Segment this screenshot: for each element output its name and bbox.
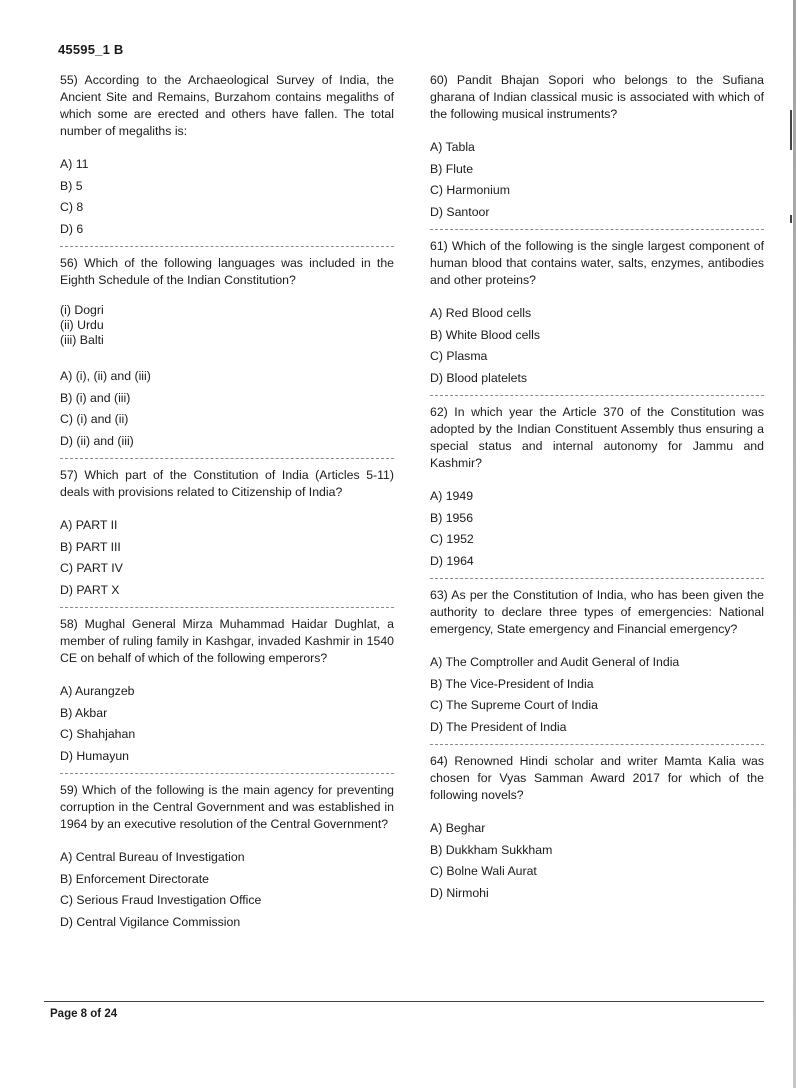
statement-item: (iii) Balti [60, 333, 104, 347]
answer-option: D) Santoor [430, 204, 490, 219]
answer-option: A) PART II [60, 518, 118, 532]
question-q63 [430, 587, 764, 738]
question-divider [60, 607, 394, 608]
question-text: 55) According to the Archaeological Survey of India, the Ancient Site and Remains, Burzahom contains megaliths of which some are erected and others have fallen. The total number of megaliths is: [60, 73, 394, 138]
question-text: 63) As per the Constitution of India, who has been given the authority to declare three types of emergencies: National emergency, State emergency and Financial emergency? [430, 588, 764, 636]
answer-option: B) White Blood cells [430, 327, 541, 342]
scan-mark [790, 110, 792, 150]
answer-option: C) (i) and (ii) [60, 412, 129, 426]
answer-option: C) 8 [60, 200, 84, 214]
answer-option: A) (i), (ii) and (iii) [60, 369, 151, 383]
question-q59 [60, 782, 394, 933]
answer-option: D) The President of India [430, 719, 567, 734]
question-text: 56) Which of the following languages was included in the Eighth Schedule of the Indian Constitution? [60, 256, 394, 287]
right-question-column [430, 72, 764, 904]
question-q62 [430, 404, 764, 572]
answer-option: A) Tabla [430, 140, 475, 154]
question-divider [430, 578, 764, 579]
page-number: Page 8 of 24 [50, 1008, 118, 1020]
question-q58 [60, 616, 394, 767]
left-question-column [60, 72, 394, 933]
question-text: 60) Pandit Bhajan Sopori who belongs to the Sufiana gharana of Indian classical music is associated with which of the following musical instruments? [430, 73, 764, 121]
answer-option: B) Dukkham Sukkham [430, 842, 553, 857]
answer-option: A) 11 [60, 157, 89, 171]
question-q56 [60, 255, 394, 452]
question-q60 [430, 72, 764, 223]
answer-option: C) Shahjahan [60, 727, 136, 741]
answer-option: D) Central Vigilance Commission [60, 914, 241, 929]
answer-option: B) 5 [60, 178, 83, 193]
answer-option: B) Flute [430, 161, 474, 176]
answer-option: B) 1956 [430, 510, 474, 525]
answer-option: C) Plasma [430, 349, 488, 363]
question-divider [430, 395, 764, 396]
question-q57 [60, 467, 394, 601]
question-text: 59) Which of the following is the main agency for preventing corruption in the Central Government and was established in 1964 by an executive resolution of the Central Government? [60, 783, 394, 831]
question-text: 62) In which year the Article 370 of the Constitution was adopted by the Indian Constituent Assembly thus ensuring a special status and internal autonomy for Jammu and Kashmir? [430, 405, 764, 470]
answer-option: B) Akbar [60, 705, 108, 720]
answer-option: A) The Comptroller and Audit General of India [430, 655, 680, 669]
answer-option: C) PART IV [60, 561, 123, 575]
answer-option: C) 1952 [430, 532, 474, 546]
answer-option: A) Red Blood cells [430, 306, 532, 320]
question-divider [430, 229, 764, 230]
answer-option: D) Blood platelets [430, 370, 528, 385]
exam-code: 45595_1 B [58, 42, 124, 57]
answer-option: D) Nirmohi [430, 885, 489, 900]
question-divider [60, 773, 394, 774]
answer-option: C) Bolne Wali Aurat [430, 864, 537, 878]
question-q64 [430, 753, 764, 904]
question-text: 64) Renowned Hindi scholar and writer Mamta Kalia was chosen for Vyas Samman Award 2017 for which of the following novels? [430, 754, 764, 802]
footer-divider [44, 1001, 764, 1002]
statement-item: (i) Dogri [60, 303, 104, 317]
answer-option: B) (i) and (iii) [60, 390, 131, 405]
answer-option: A) Central Bureau of Investigation [60, 850, 245, 864]
answer-option: D) 6 [60, 221, 84, 236]
question-text: 58) Mughal General Mirza Muhammad Haidar Dughlat, a member of ruling family in Kashgar, invaded Kashmir in 1540 CE on behalf of which of the following emperors? [60, 617, 394, 665]
answer-option: B) Enforcement Directorate [60, 871, 209, 886]
answer-option: A) Aurangzeb [60, 684, 135, 698]
question-text: 61) Which of the following is the single largest component of human blood that contains water, salts, enzymes, antibodies and other proteins? [430, 239, 764, 287]
question-divider [60, 246, 394, 247]
answer-option: A) 1949 [430, 489, 474, 503]
scan-mark [790, 215, 792, 223]
answer-option: A) Beghar [430, 821, 486, 835]
answer-option: B) PART III [60, 539, 121, 554]
statement-list [60, 303, 394, 348]
question-text: 57) Which part of the Constitution of India (Articles 5-11) deals with provisions related to Citizenship of India? [60, 468, 394, 499]
answer-option: D) (ii) and (iii) [60, 433, 134, 448]
answer-option: B) The Vice-President of India [430, 676, 594, 691]
answer-option: D) Humayun [60, 748, 130, 763]
question-divider [60, 458, 394, 459]
question-q61 [430, 238, 764, 389]
answer-option: C) The Supreme Court of India [430, 698, 598, 712]
answer-option: C) Serious Fraud Investigation Office [60, 893, 262, 907]
statement-item: (ii) Urdu [60, 318, 104, 332]
question-q55 [60, 72, 394, 240]
answer-option: C) Harmonium [430, 183, 510, 197]
question-divider [430, 744, 764, 745]
answer-option: D) 1964 [430, 553, 474, 568]
answer-option: D) PART X [60, 582, 120, 597]
